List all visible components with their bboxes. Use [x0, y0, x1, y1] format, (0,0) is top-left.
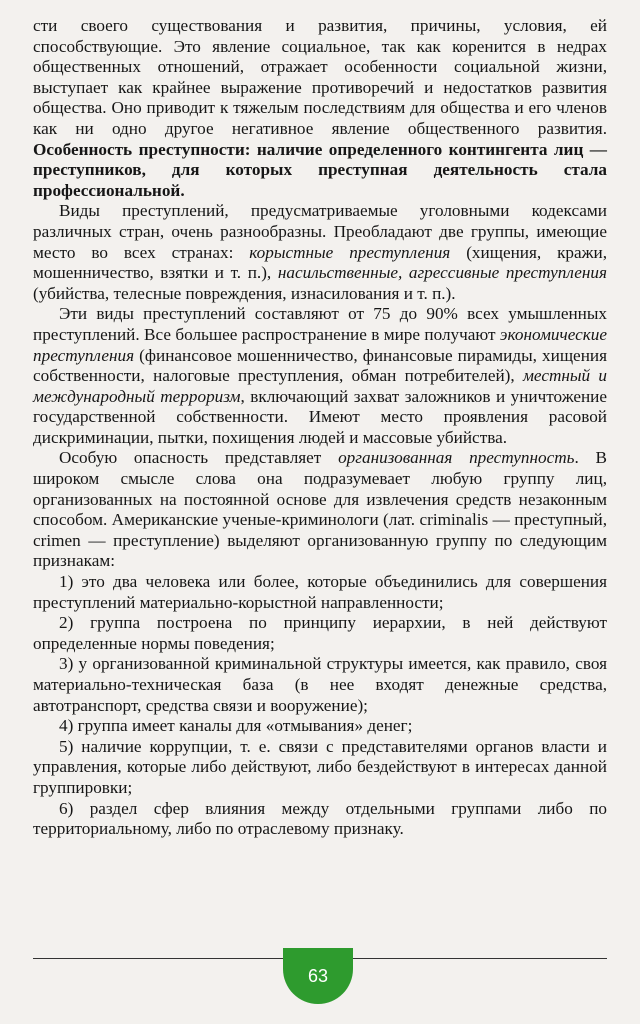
italic-text-run: организованная преступность: [338, 448, 575, 468]
text-run: (финансовое мошенничество, финансовые пирамиды, хищения собственности, налоговые преступления, обман потребителей),: [33, 345, 607, 386]
italic-text-run: корыстные преступления: [249, 242, 451, 262]
paragraph: [33, 16, 607, 201]
page-number: 63: [307, 966, 329, 986]
paragraph: [33, 201, 607, 304]
text-run: 3) у организованной криминальной структуры имеется, как правило, своя материально-техническая база (в нее входят денежные средства, автотранспорт, средства связи и вооружение);: [33, 654, 607, 715]
text-run: (хищения, кражи, мошенничество, взятки и т. п.),: [33, 242, 608, 283]
text-run: . В широком смысле слова она подразумевает любую группу лиц, организованных на постоянной основе для извлечения средств незаконным способом. Американские ученые-криминологи (лат. criminalis — преступный, crimen — преступление) выделяют организованную группу по следующим признакам:: [33, 448, 607, 571]
page-number-badge: [283, 948, 353, 1004]
paragraph: [33, 799, 607, 840]
text-run: Особую опасность представляет: [59, 448, 339, 468]
paragraph: [33, 572, 607, 613]
text-run: 6) раздел сфер влияния между отдельными группами либо по территориальному, либо по отраслевому признаку.: [33, 798, 607, 839]
text-run: (убийства, телесные повреждения, изнасилования и т. п.).: [33, 283, 456, 303]
text-run: , включающий захват заложников и уничтожение государственной собственности. Имеют место проявления расовой дискриминации, пытки, похищения людей и массовые убийства.: [33, 386, 608, 447]
page-text: [33, 16, 607, 840]
text-run: Эти виды преступлений составляют от 75 до 90% всех умышленных преступлений. Все большее распространение в мире получают: [33, 304, 607, 344]
paragraph: [33, 448, 607, 572]
text-run: 4) группа имеет каналы для «отмывания» денег;: [59, 716, 413, 736]
text-run: Виды преступлений, предусматриваемые уголовными кодексами различных стран, очень разнообразны. Преобладают две группы, имеющие место во всех странах:: [33, 201, 607, 262]
text-run: 5) наличие коррупции, т. е. связи с представителями органов власти и управления, которые либо действуют, либо бездействуют в интересах данной группировки;: [33, 736, 607, 797]
paragraph: [33, 737, 607, 799]
italic-text-run: экономические преступления: [33, 324, 607, 365]
italic-text-run: насильственные, агрессивные преступления: [277, 263, 607, 283]
paragraph: [33, 716, 607, 737]
italic-text-run: местный и международный терроризм: [33, 366, 607, 406]
paragraph: [33, 654, 607, 716]
bold-text-run: Особенность преступности: наличие определенного контингента лиц — преступников, для которых преступная деятельность стала профессиональной.: [33, 139, 607, 200]
paragraph: [33, 613, 607, 654]
text-run: 1) это два человека или более, которые объединились для совершения преступлений материально-корыстной направленности;: [33, 572, 607, 612]
paragraph: [33, 304, 607, 448]
text-run: сти своего существования и развития, причины, условия, ей способствующие. Это явление социальное, так как коренится в недрах общественных отношений, отражает особенности социальной жизни, выступает как крайнее выражение противоречий и недостатков развития общества. Оно приводит к тяжелым последствиям для общества и его членов как ни одно другое негативное явление общественного развития.: [33, 16, 607, 138]
text-run: 2) группа построена по принципу иерархии, в ней действуют определенные нормы поведения;: [33, 613, 607, 653]
